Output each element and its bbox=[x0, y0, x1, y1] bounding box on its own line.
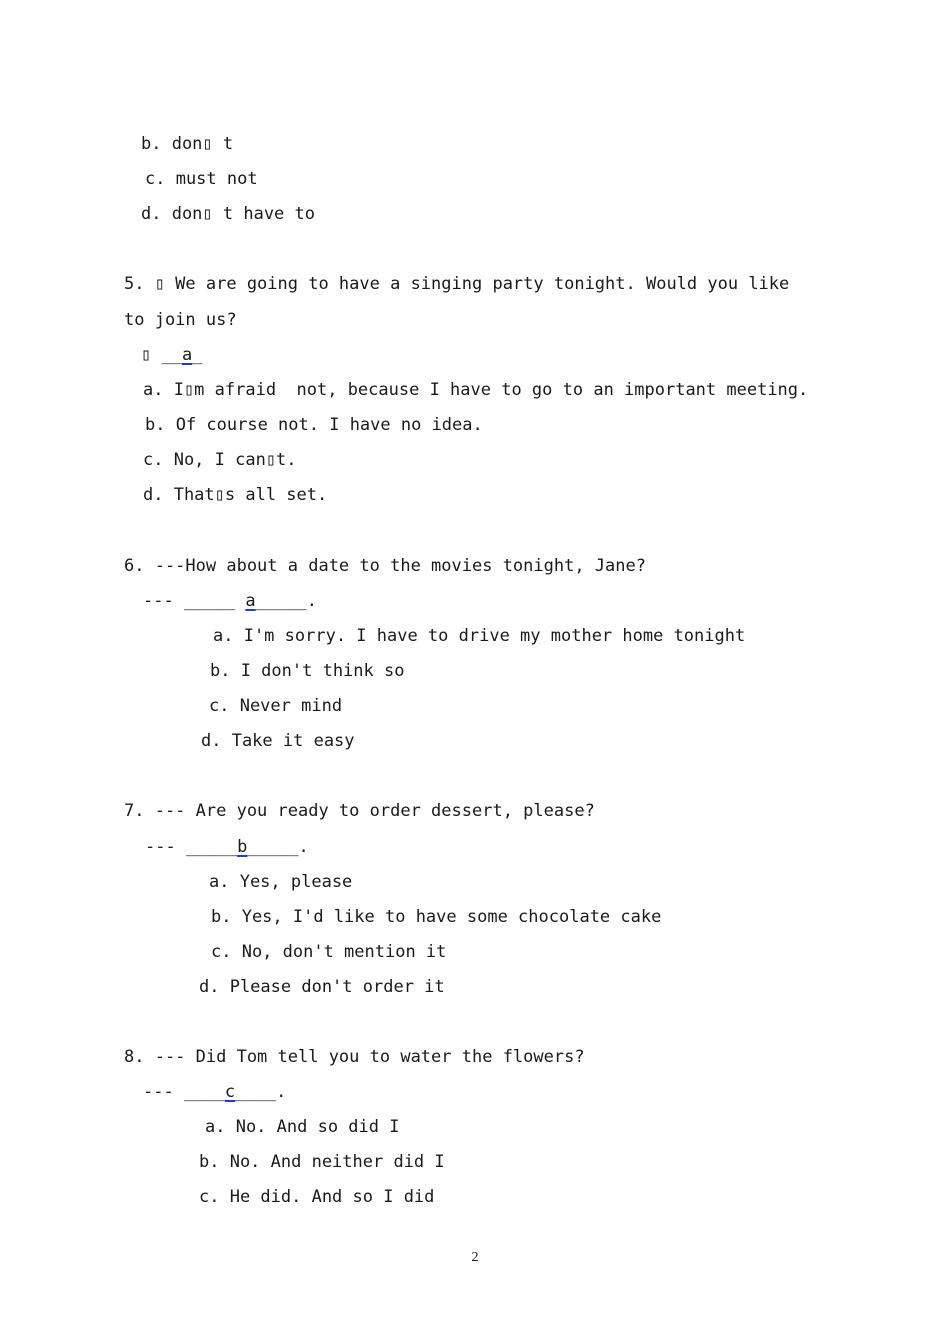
q6-answer: a bbox=[245, 591, 256, 611]
q6-option-b: b. I don't think so bbox=[210, 661, 405, 681]
q6-reply-suffix: _____. bbox=[255, 591, 318, 611]
q8-reply-suffix: ____. bbox=[235, 1082, 287, 1102]
q4-option-b: b. don▯ t bbox=[141, 134, 234, 154]
q6-option-a: a. I'm sorry. I have to drive my mother home tonight bbox=[213, 626, 746, 646]
q6-option-c: c. Never mind bbox=[209, 696, 343, 716]
q7-option-c: c. No, don't mention it bbox=[211, 942, 447, 962]
q7-reply bbox=[145, 837, 309, 857]
q5-option-a: a. I▯m afraid not, because I have to go to an important meeting. bbox=[143, 380, 809, 400]
q6-reply-prefix: --- _____ bbox=[143, 591, 246, 611]
q8-reply bbox=[143, 1082, 286, 1102]
q6-question: 6. ---How about a date to the movies tonight, Jane? bbox=[124, 556, 646, 576]
q5-option-c: c. No, I can▯t. bbox=[143, 450, 297, 470]
q7-option-a: a. Yes, please bbox=[209, 872, 353, 892]
q5-question-line1: 5. ▯ We are going to have a singing party tonight. Would you like bbox=[124, 274, 790, 294]
q5-reply bbox=[141, 345, 202, 365]
q8-question: 8. --- Did Tom tell you to water the flowers? bbox=[124, 1047, 585, 1067]
q5-reply-prefix: ▯ __ bbox=[141, 345, 182, 365]
q8-option-a: a. No. And so did I bbox=[205, 1117, 400, 1137]
q5-question-line2: to join us? bbox=[124, 310, 237, 330]
q8-option-b: b. No. And neither did I bbox=[199, 1152, 445, 1172]
q8-answer: c bbox=[224, 1082, 236, 1102]
q7-reply-suffix: _____. bbox=[247, 837, 309, 857]
q4-option-c: c. must not bbox=[145, 169, 258, 189]
q7-reply-prefix: --- _____ bbox=[145, 837, 238, 857]
q6-option-d: d. Take it easy bbox=[201, 731, 355, 751]
q7-answer: b bbox=[237, 837, 248, 857]
page-number: 2 bbox=[471, 1250, 479, 1265]
q5-option-b: b. Of course not. I have no idea. bbox=[145, 415, 483, 435]
q6-reply bbox=[143, 591, 317, 611]
q4-option-d: d. don▯ t have to bbox=[141, 204, 315, 224]
q7-option-d: d. Please don't order it bbox=[199, 977, 445, 997]
q7-question: 7. --- Are you ready to order dessert, please? bbox=[124, 801, 595, 821]
q7-option-b: b. Yes, I'd like to have some chocolate cake bbox=[211, 907, 662, 927]
q8-option-c: c. He did. And so I did bbox=[199, 1187, 435, 1207]
q5-option-d: d. That▯s all set. bbox=[143, 485, 328, 505]
q5-reply-suffix: _ bbox=[192, 345, 203, 365]
q8-reply-prefix: --- ____ bbox=[143, 1082, 225, 1102]
q5-answer: a bbox=[181, 345, 193, 365]
